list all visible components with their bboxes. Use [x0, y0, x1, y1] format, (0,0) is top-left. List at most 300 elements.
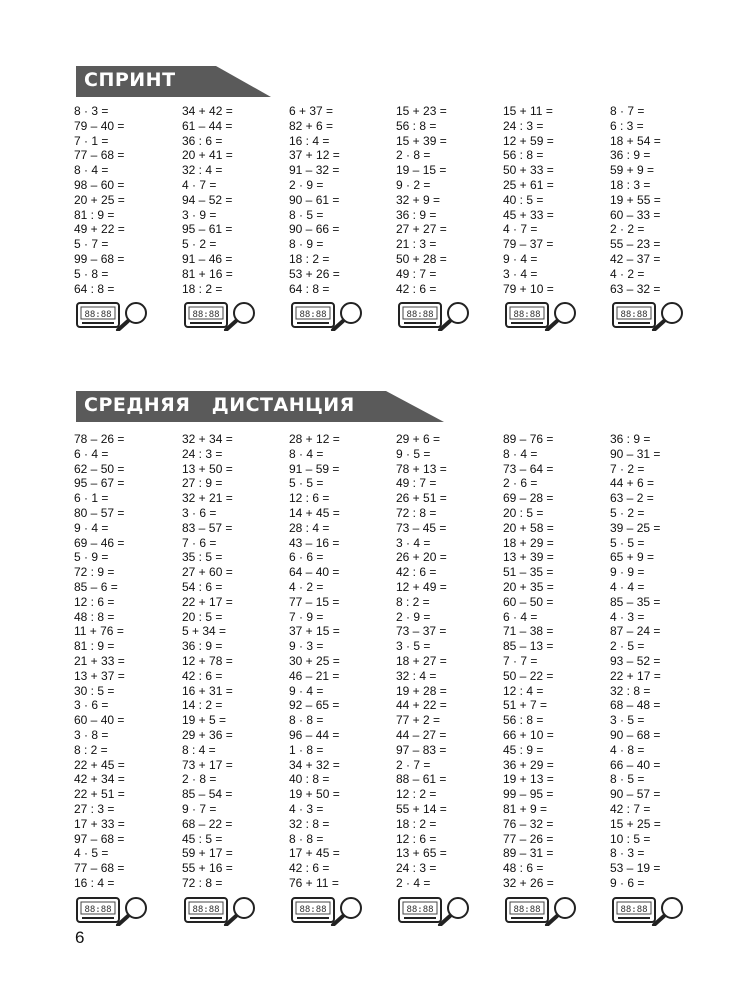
exercise: 39 – 25 = — [610, 520, 661, 535]
exercise: 83 – 57 = — [182, 520, 233, 535]
timer-magnifier-icon — [505, 896, 579, 926]
timer-magnifier-icon — [184, 301, 258, 331]
svg-text:88:88: 88:88 — [192, 904, 220, 915]
exercise: 7 · 2 = — [610, 461, 645, 476]
exercise: 42 : 6 = — [396, 565, 437, 580]
exercise: 1 · 8 = — [289, 742, 324, 757]
exercise: 81 + 9 = — [503, 801, 548, 816]
exercise: 32 : 8 = — [289, 816, 330, 831]
exercise: 49 : 7 = — [396, 476, 437, 491]
exercise: 9 · 4 = — [74, 520, 109, 535]
exercise: 78 – 26 = — [74, 432, 125, 446]
exercise: 72 : 9 = — [74, 565, 115, 580]
exercise: 4 · 7 = — [503, 222, 538, 237]
exercise: 19 + 28 = — [396, 683, 447, 698]
exercise: 32 : 4 = — [396, 668, 437, 683]
exercise: 30 : 5 = — [74, 683, 115, 698]
exercise: 53 – 19 = — [610, 861, 661, 876]
exercise: 17 + 45 = — [289, 846, 340, 861]
exercise: 27 + 60 = — [182, 565, 233, 580]
svg-text:88:88: 88:88 — [620, 904, 648, 915]
exercise: 98 – 60 = — [74, 177, 125, 192]
exercise: 2 · 5 = — [610, 639, 645, 654]
exercise: 3 · 5 = — [610, 713, 645, 728]
exercise: 20 + 41 = — [182, 148, 233, 163]
exercise: 8 : 2 = — [396, 594, 430, 609]
exercise: 50 + 28 = — [396, 251, 447, 266]
exercise: 77 – 68 = — [74, 861, 125, 876]
exercise: 22 + 17 = — [182, 594, 233, 609]
exercise: 59 + 17 = — [182, 846, 233, 861]
exercise: 2 · 9 = — [289, 177, 324, 192]
exercise: 62 – 50 = — [74, 461, 125, 476]
exercise: 26 + 51 = — [396, 491, 447, 506]
sprint-exercises — [74, 104, 674, 321]
exercise-column — [289, 432, 389, 891]
exercise: 12 + 78 = — [182, 653, 233, 668]
exercise: 5 · 2 = — [182, 237, 217, 252]
exercise: 76 + 11 = — [289, 875, 339, 890]
exercise: 19 – 15 = — [396, 163, 447, 178]
exercise: 87 – 24 = — [610, 624, 661, 639]
section-title: СРЕДНЯЯ ДИСТАНЦИЯ — [84, 394, 355, 416]
timer-magnifier-icon — [291, 301, 365, 331]
exercise: 12 : 6 = — [289, 491, 330, 506]
exercise: 8 · 8 = — [289, 713, 324, 728]
exercise: 42 : 6 = — [182, 668, 223, 683]
exercise: 3 · 4 = — [503, 266, 538, 281]
exercise: 8 · 5 = — [289, 207, 324, 222]
exercise: 22 + 17 = — [610, 668, 661, 683]
exercise: 68 – 22 = — [182, 816, 233, 831]
exercise: 5 · 9 = — [74, 550, 109, 565]
exercise: 8 · 4 = — [503, 446, 538, 461]
exercise: 9 · 2 = — [396, 177, 431, 192]
timer-magnifier-icon — [291, 896, 365, 926]
exercise: 89 – 31 = — [503, 846, 554, 861]
exercise: 36 + 29 = — [503, 757, 554, 772]
exercise: 5 · 2 = — [610, 505, 645, 520]
exercise: 56 : 8 = — [503, 713, 544, 728]
exercise: 2 · 8 = — [182, 772, 217, 787]
exercise: 77 – 68 = — [74, 148, 125, 163]
exercise: 11 + 76 = — [74, 624, 124, 639]
exercise: 2 · 9 = — [396, 609, 431, 624]
exercise-column — [289, 104, 389, 296]
exercise: 95 – 61 = — [182, 222, 233, 237]
exercise: 36 : 9 = — [610, 148, 651, 163]
exercise: 51 – 35 = — [503, 565, 554, 580]
exercise: 6 : 3 = — [610, 118, 644, 133]
exercise: 30 + 25 = — [289, 653, 340, 668]
exercise: 8 · 8 = — [289, 831, 324, 846]
exercise: 21 : 3 = — [396, 237, 437, 252]
exercise: 9 · 3 = — [289, 639, 324, 654]
exercise: 90 – 66 = — [289, 222, 340, 237]
exercise: 48 : 6 = — [503, 861, 544, 876]
exercise: 12 : 6 = — [74, 594, 115, 609]
timer-magnifier-icon — [76, 896, 150, 926]
exercise-column — [182, 104, 282, 296]
exercise: 5 · 5 = — [610, 535, 645, 550]
exercise: 45 : 9 = — [503, 742, 544, 757]
exercise: 9 · 7 = — [182, 801, 217, 816]
exercise: 42 : 7 = — [610, 801, 651, 816]
exercise: 8 · 3 = — [610, 846, 645, 861]
exercise-column — [74, 432, 174, 891]
section-banner-sprint — [76, 66, 271, 97]
svg-text:88:88: 88:88 — [513, 310, 541, 321]
exercise: 13 + 39 = — [503, 550, 554, 565]
svg-text:88:88: 88:88 — [84, 904, 112, 915]
exercise: 7 · 9 = — [289, 609, 324, 624]
exercise: 27 : 9 = — [182, 476, 223, 491]
exercise: 76 – 32 = — [503, 816, 554, 831]
exercise-column — [396, 432, 496, 891]
exercise: 96 – 44 = — [289, 727, 340, 742]
exercise: 2 · 8 = — [396, 148, 431, 163]
exercise: 32 + 26 = — [503, 875, 554, 890]
exercise: 13 + 50 = — [182, 461, 233, 476]
svg-text:88:88: 88:88 — [406, 904, 434, 915]
exercise: 27 : 3 = — [74, 801, 115, 816]
exercise: 6 · 1 = — [74, 491, 109, 506]
exercise: 59 + 9 = — [610, 163, 655, 178]
exercise: 43 – 16 = — [289, 535, 340, 550]
exercise: 15 + 23 = — [396, 104, 447, 118]
exercise: 8 · 5 = — [610, 772, 645, 787]
timer-magnifier-icon — [76, 301, 150, 331]
svg-text:88:88: 88:88 — [84, 310, 112, 321]
exercise: 66 + 10 = — [503, 727, 554, 742]
exercise-column — [503, 104, 603, 296]
exercise: 14 : 2 = — [182, 698, 223, 713]
exercise: 24 : 3 = — [182, 446, 223, 461]
timer-magnifier-icon — [184, 896, 258, 926]
exercise: 8 · 7 = — [610, 104, 645, 118]
exercise: 8 · 4 = — [74, 163, 109, 178]
exercise: 77 – 26 = — [503, 831, 554, 846]
exercise: 44 – 27 = — [396, 727, 447, 742]
exercise: 24 : 3 = — [503, 118, 544, 133]
exercise: 54 : 6 = — [182, 579, 223, 594]
exercise: 8 : 2 = — [74, 742, 108, 757]
timer-magnifier-icon — [398, 896, 472, 926]
exercise: 29 + 36 = — [182, 727, 233, 742]
exercise: 80 – 57 = — [74, 505, 125, 520]
exercise: 18 + 29 = — [503, 535, 554, 550]
exercise: 2 · 4 = — [396, 875, 431, 890]
exercise: 45 + 33 = — [503, 207, 554, 222]
exercise: 18 : 3 = — [610, 177, 651, 192]
exercise: 36 : 9 = — [396, 207, 437, 222]
exercise: 63 – 2 = — [610, 491, 654, 506]
exercise: 4 · 7 = — [182, 177, 217, 192]
exercise: 32 + 21 = — [182, 491, 233, 506]
exercise: 77 + 2 = — [396, 713, 441, 728]
exercise: 68 – 48 = — [610, 698, 661, 713]
exercise: 44 + 22 = — [396, 698, 447, 713]
exercise: 48 : 8 = — [74, 609, 115, 624]
exercise: 56 : 8 = — [503, 148, 544, 163]
exercise: 12 : 6 = — [396, 831, 437, 846]
exercise: 60 – 33 = — [610, 207, 661, 222]
exercise: 20 + 58 = — [503, 520, 554, 535]
exercise: 8 · 3 = — [74, 104, 109, 118]
exercise: 46 – 21 = — [289, 668, 340, 683]
exercise: 12 + 49 = — [396, 579, 447, 594]
exercise: 18 : 2 = — [396, 816, 437, 831]
section-title: СПРИНТ — [84, 69, 176, 91]
exercise: 91 – 46 = — [182, 251, 233, 266]
exercise: 2 · 7 = — [396, 757, 431, 772]
exercise: 64 : 8 = — [74, 281, 115, 296]
exercise: 40 : 8 = — [289, 772, 330, 787]
exercise: 56 : 8 = — [396, 118, 437, 133]
exercise: 85 – 54 = — [182, 787, 233, 802]
exercise-column — [74, 104, 174, 296]
timer-magnifier-icon — [398, 301, 472, 331]
exercise: 18 : 2 = — [182, 281, 223, 296]
svg-text:88:88: 88:88 — [406, 310, 434, 321]
exercise: 6 · 4 = — [74, 446, 109, 461]
exercise: 32 : 8 = — [610, 683, 651, 698]
exercise: 55 + 14 = — [396, 801, 447, 816]
exercise: 20 + 35 = — [503, 579, 554, 594]
exercise: 6 · 6 = — [289, 550, 324, 565]
exercise: 82 + 6 = — [289, 118, 334, 133]
exercise-column — [396, 104, 496, 296]
exercise: 71 – 38 = — [503, 624, 554, 639]
exercise-column — [610, 432, 710, 891]
exercise: 8 · 9 = — [289, 237, 324, 252]
exercise-column — [503, 432, 603, 891]
exercise: 25 + 61 = — [503, 177, 554, 192]
exercise: 18 : 2 = — [289, 251, 330, 266]
exercise: 99 – 68 = — [74, 251, 125, 266]
exercise: 45 : 5 = — [182, 831, 223, 846]
exercise: 69 – 46 = — [74, 535, 125, 550]
exercise: 18 + 27 = — [396, 653, 447, 668]
exercise: 15 + 25 = — [610, 816, 661, 831]
exercise: 90 – 57 = — [610, 787, 661, 802]
exercise: 9 · 4 = — [503, 251, 538, 266]
exercise: 50 + 33 = — [503, 163, 554, 178]
svg-text:88:88: 88:88 — [299, 310, 327, 321]
exercise: 81 + 16 = — [182, 266, 233, 281]
exercise: 78 + 13 = — [396, 461, 447, 476]
exercise: 24 : 3 = — [396, 861, 437, 876]
exercise: 72 : 8 = — [396, 505, 437, 520]
exercise: 89 – 76 = — [503, 432, 554, 446]
exercise: 37 + 12 = — [289, 148, 340, 163]
exercise: 5 · 5 = — [289, 476, 324, 491]
exercise: 16 : 4 = — [289, 133, 330, 148]
exercise: 60 – 50 = — [503, 594, 554, 609]
exercise: 95 – 67 = — [74, 476, 125, 491]
exercise: 13 + 37 = — [74, 668, 125, 683]
exercise: 32 : 4 = — [182, 163, 223, 178]
exercise: 79 + 10 = — [503, 281, 554, 296]
svg-text:88:88: 88:88 — [620, 310, 648, 321]
exercise: 4 · 4 = — [610, 579, 645, 594]
exercise: 19 + 5 = — [182, 713, 227, 728]
exercise: 15 + 39 = — [396, 133, 447, 148]
exercise: 28 : 4 = — [289, 520, 330, 535]
exercise: 34 + 32 = — [289, 757, 340, 772]
exercise: 5 · 8 = — [74, 266, 109, 281]
exercise: 49 : 7 = — [396, 266, 437, 281]
exercise: 22 + 45 = — [74, 757, 125, 772]
exercise: 37 + 15 = — [289, 624, 340, 639]
exercise: 91 – 59 = — [289, 461, 340, 476]
exercise: 5 + 34 = — [182, 624, 227, 639]
exercise: 93 – 52 = — [610, 653, 661, 668]
exercise: 81 : 9 = — [74, 639, 115, 654]
exercise: 85 – 35 = — [610, 594, 661, 609]
exercise: 73 – 37 = — [396, 624, 447, 639]
exercise: 6 · 4 = — [503, 609, 538, 624]
exercise: 85 – 13 = — [503, 639, 554, 654]
svg-text:88:88: 88:88 — [192, 310, 220, 321]
exercise: 44 + 6 = — [610, 476, 655, 491]
exercise: 4 · 3 = — [289, 801, 324, 816]
exercise: 4 · 2 = — [610, 266, 645, 281]
exercise: 91 – 32 = — [289, 163, 340, 178]
exercise: 13 + 65 = — [396, 846, 447, 861]
exercise: 35 : 5 = — [182, 550, 223, 565]
exercise: 16 + 31 = — [182, 683, 233, 698]
exercise: 79 – 40 = — [74, 118, 125, 133]
exercise: 8 : 4 = — [182, 742, 216, 757]
exercise: 77 – 15 = — [289, 594, 340, 609]
page-number: 6 — [75, 928, 85, 947]
exercise: 4 · 8 = — [610, 742, 645, 757]
exercise: 9 · 9 = — [610, 565, 645, 580]
exercise: 4 · 3 = — [610, 609, 645, 624]
exercise: 36 : 6 = — [182, 133, 223, 148]
exercise: 8 · 4 = — [289, 446, 324, 461]
exercise: 90 – 68 = — [610, 727, 661, 742]
exercise: 6 + 37 = — [289, 104, 334, 118]
exercise: 16 : 4 = — [74, 875, 115, 890]
exercise: 92 – 65 = — [289, 698, 340, 713]
exercise: 7 · 1 = — [74, 133, 109, 148]
exercise: 20 + 25 = — [74, 192, 125, 207]
exercise: 7 · 6 = — [182, 535, 217, 550]
exercise: 2 · 6 = — [503, 476, 538, 491]
timer-magnifier-icon — [612, 301, 686, 331]
exercise: 12 : 2 = — [396, 787, 437, 802]
exercise: 97 – 68 = — [74, 831, 125, 846]
exercise-column — [182, 432, 282, 891]
exercise: 90 – 31 = — [610, 446, 661, 461]
exercise: 4 · 2 = — [289, 579, 324, 594]
exercise: 55 + 16 = — [182, 861, 233, 876]
exercise: 5 · 7 = — [74, 237, 109, 252]
exercise: 3 · 9 = — [182, 207, 217, 222]
exercise: 97 – 83 = — [396, 742, 447, 757]
exercise: 55 – 23 = — [610, 237, 661, 252]
exercise: 2 · 2 = — [610, 222, 645, 237]
exercise: 9 · 5 = — [396, 446, 431, 461]
exercise-column — [610, 104, 710, 296]
exercise: 19 + 55 = — [610, 192, 661, 207]
exercise: 81 : 9 = — [74, 207, 115, 222]
svg-text:88:88: 88:88 — [299, 904, 327, 915]
exercise: 21 + 33 = — [74, 653, 125, 668]
exercise: 42 + 34 = — [74, 772, 125, 787]
exercise: 73 – 64 = — [503, 461, 554, 476]
exercise: 73 – 45 = — [396, 520, 447, 535]
exercise: 64 : 8 = — [289, 281, 330, 296]
middle-distance-exercises — [74, 432, 674, 915]
exercise: 49 + 22 = — [74, 222, 125, 237]
exercise: 28 + 12 = — [289, 432, 340, 446]
exercise: 90 – 61 = — [289, 192, 340, 207]
exercise: 3 · 8 = — [74, 727, 109, 742]
exercise: 79 – 37 = — [503, 237, 554, 252]
exercise: 72 : 8 = — [182, 875, 223, 890]
exercise: 85 – 6 = — [74, 579, 118, 594]
exercise: 12 : 4 = — [503, 683, 544, 698]
exercise: 64 – 40 = — [289, 565, 340, 580]
exercise: 69 – 28 = — [503, 491, 554, 506]
exercise: 94 – 52 = — [182, 192, 233, 207]
exercise: 15 + 11 = — [503, 104, 553, 118]
exercise: 66 – 40 = — [610, 757, 661, 772]
exercise: 42 – 37 = — [610, 251, 661, 266]
svg-text:88:88: 88:88 — [513, 904, 541, 915]
exercise: 17 + 33 = — [74, 816, 125, 831]
exercise: 42 : 6 = — [396, 281, 437, 296]
exercise: 20 : 5 = — [182, 609, 223, 624]
section-banner-middle-distance — [76, 391, 444, 422]
exercise: 9 · 6 = — [610, 875, 645, 890]
exercise: 9 · 4 = — [289, 683, 324, 698]
exercise: 42 : 6 = — [289, 861, 330, 876]
exercise: 32 + 34 = — [182, 432, 233, 446]
exercise: 29 + 6 = — [396, 432, 441, 446]
exercise: 53 + 26 = — [289, 266, 340, 281]
exercise: 18 + 54 = — [610, 133, 661, 148]
exercise: 63 – 32 = — [610, 281, 661, 296]
exercise: 73 + 17 = — [182, 757, 233, 772]
exercise: 36 : 9 = — [182, 639, 223, 654]
exercise: 10 : 5 = — [610, 831, 651, 846]
exercise: 3 · 4 = — [396, 535, 431, 550]
timer-magnifier-icon — [612, 896, 686, 926]
exercise: 88 – 61 = — [396, 772, 447, 787]
exercise: 19 + 50 = — [289, 787, 340, 802]
exercise: 60 – 40 = — [74, 713, 125, 728]
exercise: 19 + 13 = — [503, 772, 554, 787]
exercise: 3 · 5 = — [396, 639, 431, 654]
exercise: 14 + 45 = — [289, 505, 340, 520]
exercise: 3 · 6 = — [74, 698, 109, 713]
timer-magnifier-icon — [505, 301, 579, 331]
exercise: 12 + 59 = — [503, 133, 554, 148]
exercise: 50 – 22 = — [503, 668, 554, 683]
exercise: 65 + 9 = — [610, 550, 655, 565]
exercise: 4 · 5 = — [74, 846, 109, 861]
exercise: 36 : 9 = — [610, 432, 651, 446]
exercise: 26 + 20 = — [396, 550, 447, 565]
exercise: 32 + 9 = — [396, 192, 441, 207]
exercise: 99 – 95 = — [503, 787, 554, 802]
exercise: 20 : 5 = — [503, 505, 544, 520]
exercise: 7 · 7 = — [503, 653, 538, 668]
